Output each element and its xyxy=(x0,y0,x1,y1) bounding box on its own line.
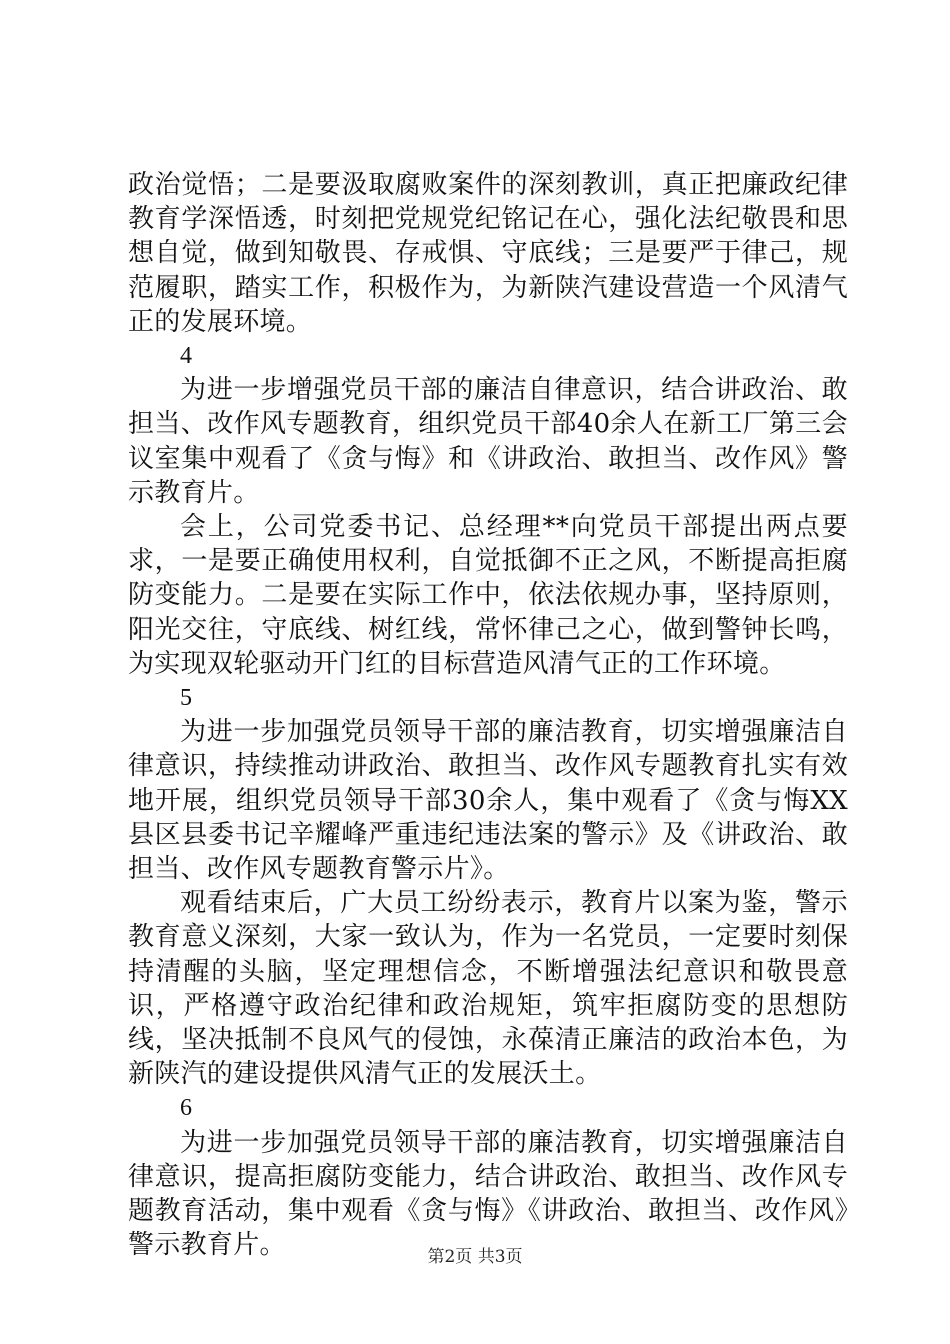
paragraph: 为进一步加强党员领导干部的廉洁教育，切实增强廉洁自律意识，提高拒腐防变能力，结合讲政治、敢担当、改作风专题教育活动，集中观看《贪与悔》《讲政治、敢担当、改作风》警示教育片。 xyxy=(128,1127,848,1261)
page-footer: 第2页 共3页 xyxy=(427,1247,523,1267)
section-number: 6 xyxy=(180,1095,193,1122)
section-number: 5 xyxy=(180,685,193,712)
paragraph-continued: 政治觉悟；二是要汲取腐败案件的深刻教训，真正把廉政纪律教育学深悟透，时刻把党规党纪铭记在心，强化法纪敬畏和思想自觉，做到知敬畏、存戒惧、守底线；三是要严于律己，规范履职，踏实工作，积极作为，为新陕汽建设营造一个风清气正的发展环境。 xyxy=(128,170,848,337)
document-body xyxy=(128,168,848,1263)
section-number: 4 xyxy=(180,343,193,370)
paragraph: 会上，公司党委书记、总经理**向党员干部提出两点要求，一是要正确使用权利，自觉抵御不正之风，不断提高拒腐防变能力。二是要在实际工作中，依法依规办事，坚持原则，阳光交往，守底线、树红线，常怀律己之心，做到警钟长鸣，为实现双轮驱动开门红的目标营造风清气正的工作环境。 xyxy=(128,512,848,679)
paragraph: 观看结束后，广大员工纷纷表示，教育片以案为鉴，警示教育意义深刻，大家一致认为，作为一名党员，一定要时刻保持清醒的头脑，坚定理想信念，不断增强法纪意识和敬畏意识，严格遵守政治纪律和政治规矩，筑牢拒腐防变的思想防线，坚决抵制不良风气的侵蚀，永葆清正廉洁的政治本色，为新陕汽的建设提供风清气正的发展沃土。 xyxy=(128,888,848,1090)
paragraph: 为进一步加强党员领导干部的廉洁教育，切实增强廉洁自律意识，持续推动讲政治、敢担当、改作风专题教育扎实有效地开展，组织党员领导干部30余人，集中观看了《贪与悔XX县区县委书记辛耀峰严重违纪违法案的警示》及《讲政治、敢担当、改作风专题教育警示片》。 xyxy=(128,717,848,885)
paragraph: 为进一步增强党员干部的廉洁自律意识，结合讲政治、敢担当、改作风专题教育，组织党员干部40余人在新工厂第三会议室集中观看了《贪与悔》和《讲政治、敢担当、改作风》警示教育片。 xyxy=(128,375,848,508)
